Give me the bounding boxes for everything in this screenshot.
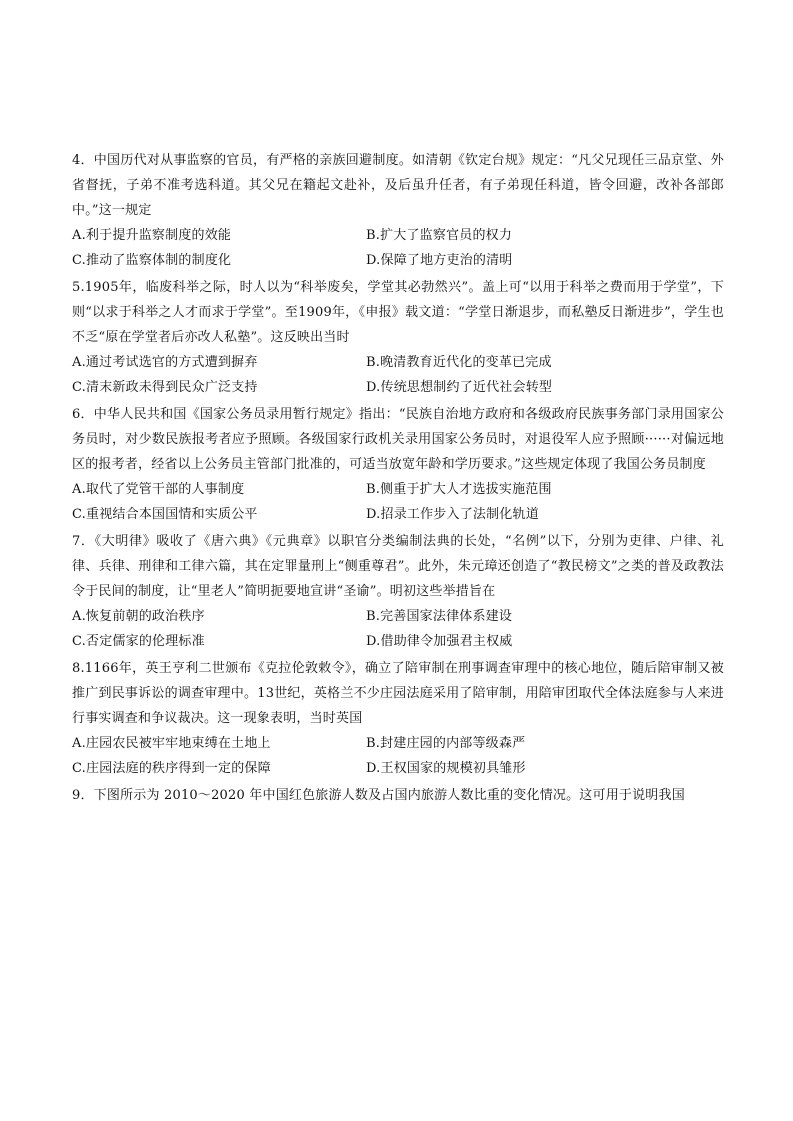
option-b[interactable]: B.侧重于扩大人才选拔实施范围 xyxy=(366,482,552,497)
option-a[interactable]: A.庄园农民被牢牢地束缚在土地上 xyxy=(72,736,271,751)
option-a[interactable]: A.恢复前朝的政治秩序 xyxy=(72,609,205,624)
option-b[interactable]: B.扩大了监察官员的权力 xyxy=(366,228,513,243)
question-list xyxy=(72,148,724,810)
option-d[interactable]: D.传统思想制约了近代社会转型 xyxy=(366,380,553,395)
option-grid xyxy=(72,604,724,654)
question-stem: 5.1905年，临废科举之际，时人以为“科举废矣，学堂其必勃然兴”。盖上可“以用于科举之费而用于学堂”，下则“以求于科举之人才而求于学堂”。至1909年，《申报》载文道：“学堂日渐退步，而私塾反日渐进步”，学生也不乏“原在学堂者后亦改人私塾”。这反映出当时 xyxy=(72,280,724,345)
option-c[interactable]: C.重视结合本国国情和实质公平 xyxy=(72,507,258,522)
option-c[interactable]: C.否定儒家的伦理标准 xyxy=(72,634,205,649)
question-7 xyxy=(72,529,724,654)
question-9 xyxy=(72,783,724,808)
question-stem: 4．中国历代对从事监察的官员，有严格的亲族回避制度。如清朝《钦定台规》规定：“凡父兄现任三品京堂、外省督抚，子弟不准考选科道。其父兄在籍起文赴补，及后虽升任者，有子弟现任科道，皆令回避，改补各部郎中。”这一规定 xyxy=(72,153,724,218)
option-c[interactable]: C.庄园法庭的秩序得到一定的保障 xyxy=(72,761,271,776)
option-grid xyxy=(72,477,724,527)
option-grid xyxy=(72,223,724,273)
option-c[interactable]: C.清末新政未得到民众广泛支持 xyxy=(72,380,258,395)
option-c[interactable]: C.推动了监察体制的制度化 xyxy=(72,253,232,268)
option-grid xyxy=(72,731,724,781)
option-b[interactable]: B.封建庄园的内部等级森严 xyxy=(366,736,526,751)
option-grid xyxy=(72,350,724,400)
option-d[interactable]: D.王权国家的规模初具雏形 xyxy=(366,761,526,776)
option-d[interactable]: D.招录工作步入了法制化轨道 xyxy=(366,507,539,522)
option-d[interactable]: D.保障了地方吏治的清明 xyxy=(366,253,513,268)
option-b[interactable]: B.晚清教育近代化的变革已完成 xyxy=(366,355,552,370)
question-stem: 9．下图所示为 2010～2020 年中国红色旅游人数及占国内旅游人数比重的变化情况。这可用于说明我国 xyxy=(72,788,685,803)
question-8 xyxy=(72,656,724,781)
question-4 xyxy=(72,148,724,273)
question-5 xyxy=(72,275,724,400)
option-a[interactable]: A.通过考试选官的方式遭到摒弃 xyxy=(72,355,258,370)
question-stem: 8.1166年，英王亨利二世颁布《克拉伦敦敕令》，确立了陪审制在刑事调查审理中的核心地位，随后陪审制又被推广到民事诉讼的调查审理中。13世纪，英格兰不少庄园法庭采用了陪审制，用陪审团取代全体法庭参与人来进行事实调查和争议裁决。这一现象表明，当时英国 xyxy=(72,661,724,726)
question-stem: 7．《大明律》吸收了《唐六典》《元典章》以职官分类编制法典的长处，“名例”以下，分别为吏律、户律、礼律、兵律、刑律和工律六篇，其在定罪量刑上“侧重尊君”。此外，朱元璋还创造了“教民榜文”之类的普及政教法令于民间的制度，让“里老人”简明扼要地宣讲“圣谕”。明初这些举措旨在 xyxy=(72,534,724,599)
question-6 xyxy=(72,402,724,527)
option-d[interactable]: D.借助律令加强君主权威 xyxy=(366,634,513,649)
option-a[interactable]: A.利于提升监察制度的效能 xyxy=(72,228,232,243)
question-stem: 6．中华人民共和国《国家公务员录用暂行规定》指出：“民族自治地方政府和各级政府民族事务部门录用国家公务员时，对少数民族报考者应予照顾。各级国家行政机关录用国家公务员时，对退役军人应予照顾······对偏远地区的报考者，经省以上公务员主管部门批准的，可适当放宽年龄和学历要求。”这些规定体现了我国公务员制度 xyxy=(72,407,724,472)
option-a[interactable]: A.取代了党管干部的人事制度 xyxy=(72,482,245,497)
option-b[interactable]: B.完善国家法律体系建设 xyxy=(366,609,513,624)
